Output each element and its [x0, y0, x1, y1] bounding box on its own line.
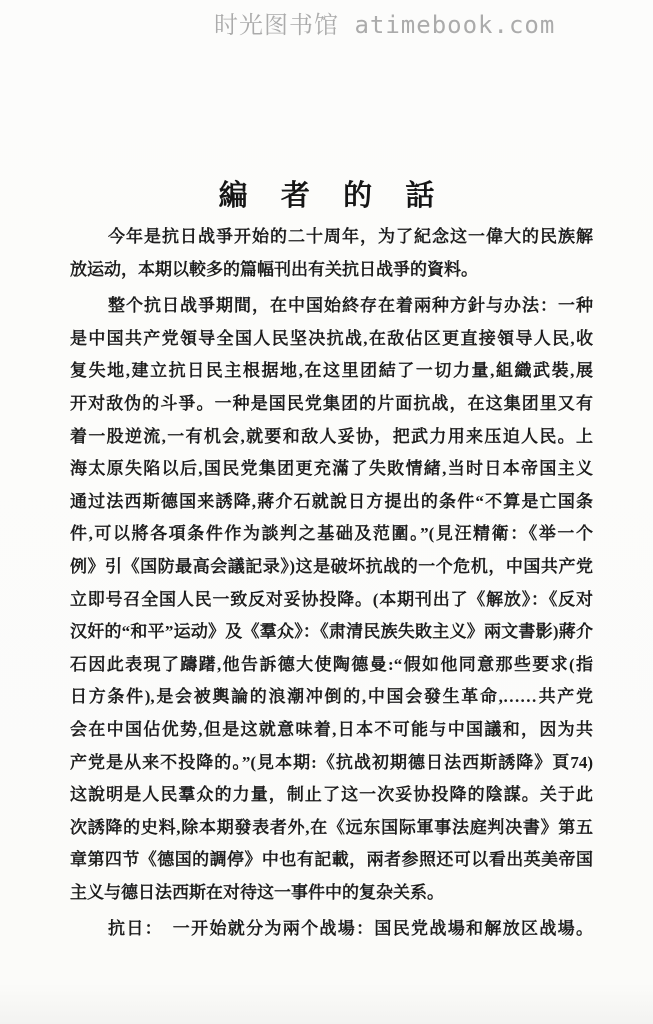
- text-line: 今年是抗日战爭开始的二十周年，为了紀念这一偉大的民族解: [108, 227, 593, 246]
- text-line: 抗日： 一开始就分为兩个战場：国民党战場和解放区战場。: [108, 919, 593, 939]
- text-line: 会在中国佔优势,但是这就意味着,日本不可能与中国議和，因为共: [70, 719, 593, 739]
- text-line: 海太原失陷以后,国民党集团更充滿了失敗情緒,当时日本帝国主义: [70, 459, 593, 479]
- text-line: 石因此表現了躊躇,他告訴德大使陶德曼:“假如他同意那些要求(指: [70, 654, 593, 674]
- text-line: 着一股逆流,一有机会,就要和敌人妥协，把武力用来压迫人民。上: [70, 426, 593, 446]
- text-line: 件,可以將各項条件作为談判之基础及范圍。”(見汪精衛：《举一个: [70, 524, 593, 544]
- paragraph: [70, 913, 593, 946]
- text-line: 通过法西斯德国来誘降,蔣介石就說日方提出的条件“不算是亡国条: [70, 491, 593, 511]
- text-line: 章第四节《德国的調停》中也有記載，兩者参照还可以看出英美帝国: [70, 850, 593, 870]
- page-title: 編 者 的 話: [218, 180, 448, 213]
- text-line: 汉奸的“和平”运动》及《羣众》：《肃清民族失敗主义》兩文書影)蔣介: [70, 622, 593, 642]
- paragraph: [70, 290, 593, 909]
- text-line: 次誘降的史料,除本期發表者外,在《远东国际軍事法庭判决書》第五: [70, 817, 593, 837]
- text-line: 立即号召全国人民一致反对妥协投降。(本期刊出了《解放》：《反对: [70, 589, 593, 609]
- text-line: 复失地,建立抗日民主根据地,在这里团結了一切力量,組織武裝,展: [70, 361, 593, 381]
- watermark-text: 时光图书馆 atimebook.com: [214, 11, 556, 39]
- text-line: 这說明是人民羣众的力量，制止了这一次妥协投降的陰謀。关于此: [70, 785, 593, 805]
- body-lines: [70, 221, 593, 946]
- text-line: 整个抗日战爭期間，在中国始終存在着兩种方針与办法：一种: [108, 296, 593, 316]
- paragraph: [70, 221, 593, 286]
- text-line: 日方条件),是会被輿論的浪潮冲倒的,中国会發生革命,……共产党: [70, 687, 593, 707]
- text-line: 例》引《国防最高会議記录》)这是破坏抗战的一个危机，中国共产党: [70, 556, 593, 576]
- text-line: 开对敌伪的斗爭。一种是国民党集团的片面抗战，在这集团里又有: [70, 393, 593, 413]
- text-line: 主义与德日法西斯在对待这一事件中的复杂关系。: [70, 882, 444, 902]
- text-line: 放运动，本期以較多的篇幅刊出有关抗日战爭的資料。: [70, 259, 478, 279]
- text-line: 产党是从来不投降的。”(見本期:《抗战初期德日法西斯誘降》頁74): [70, 752, 593, 772]
- text-line: 是中国共产党領导全国人民坚决抗战,在敌佔区更直接領导人民,收: [70, 328, 593, 348]
